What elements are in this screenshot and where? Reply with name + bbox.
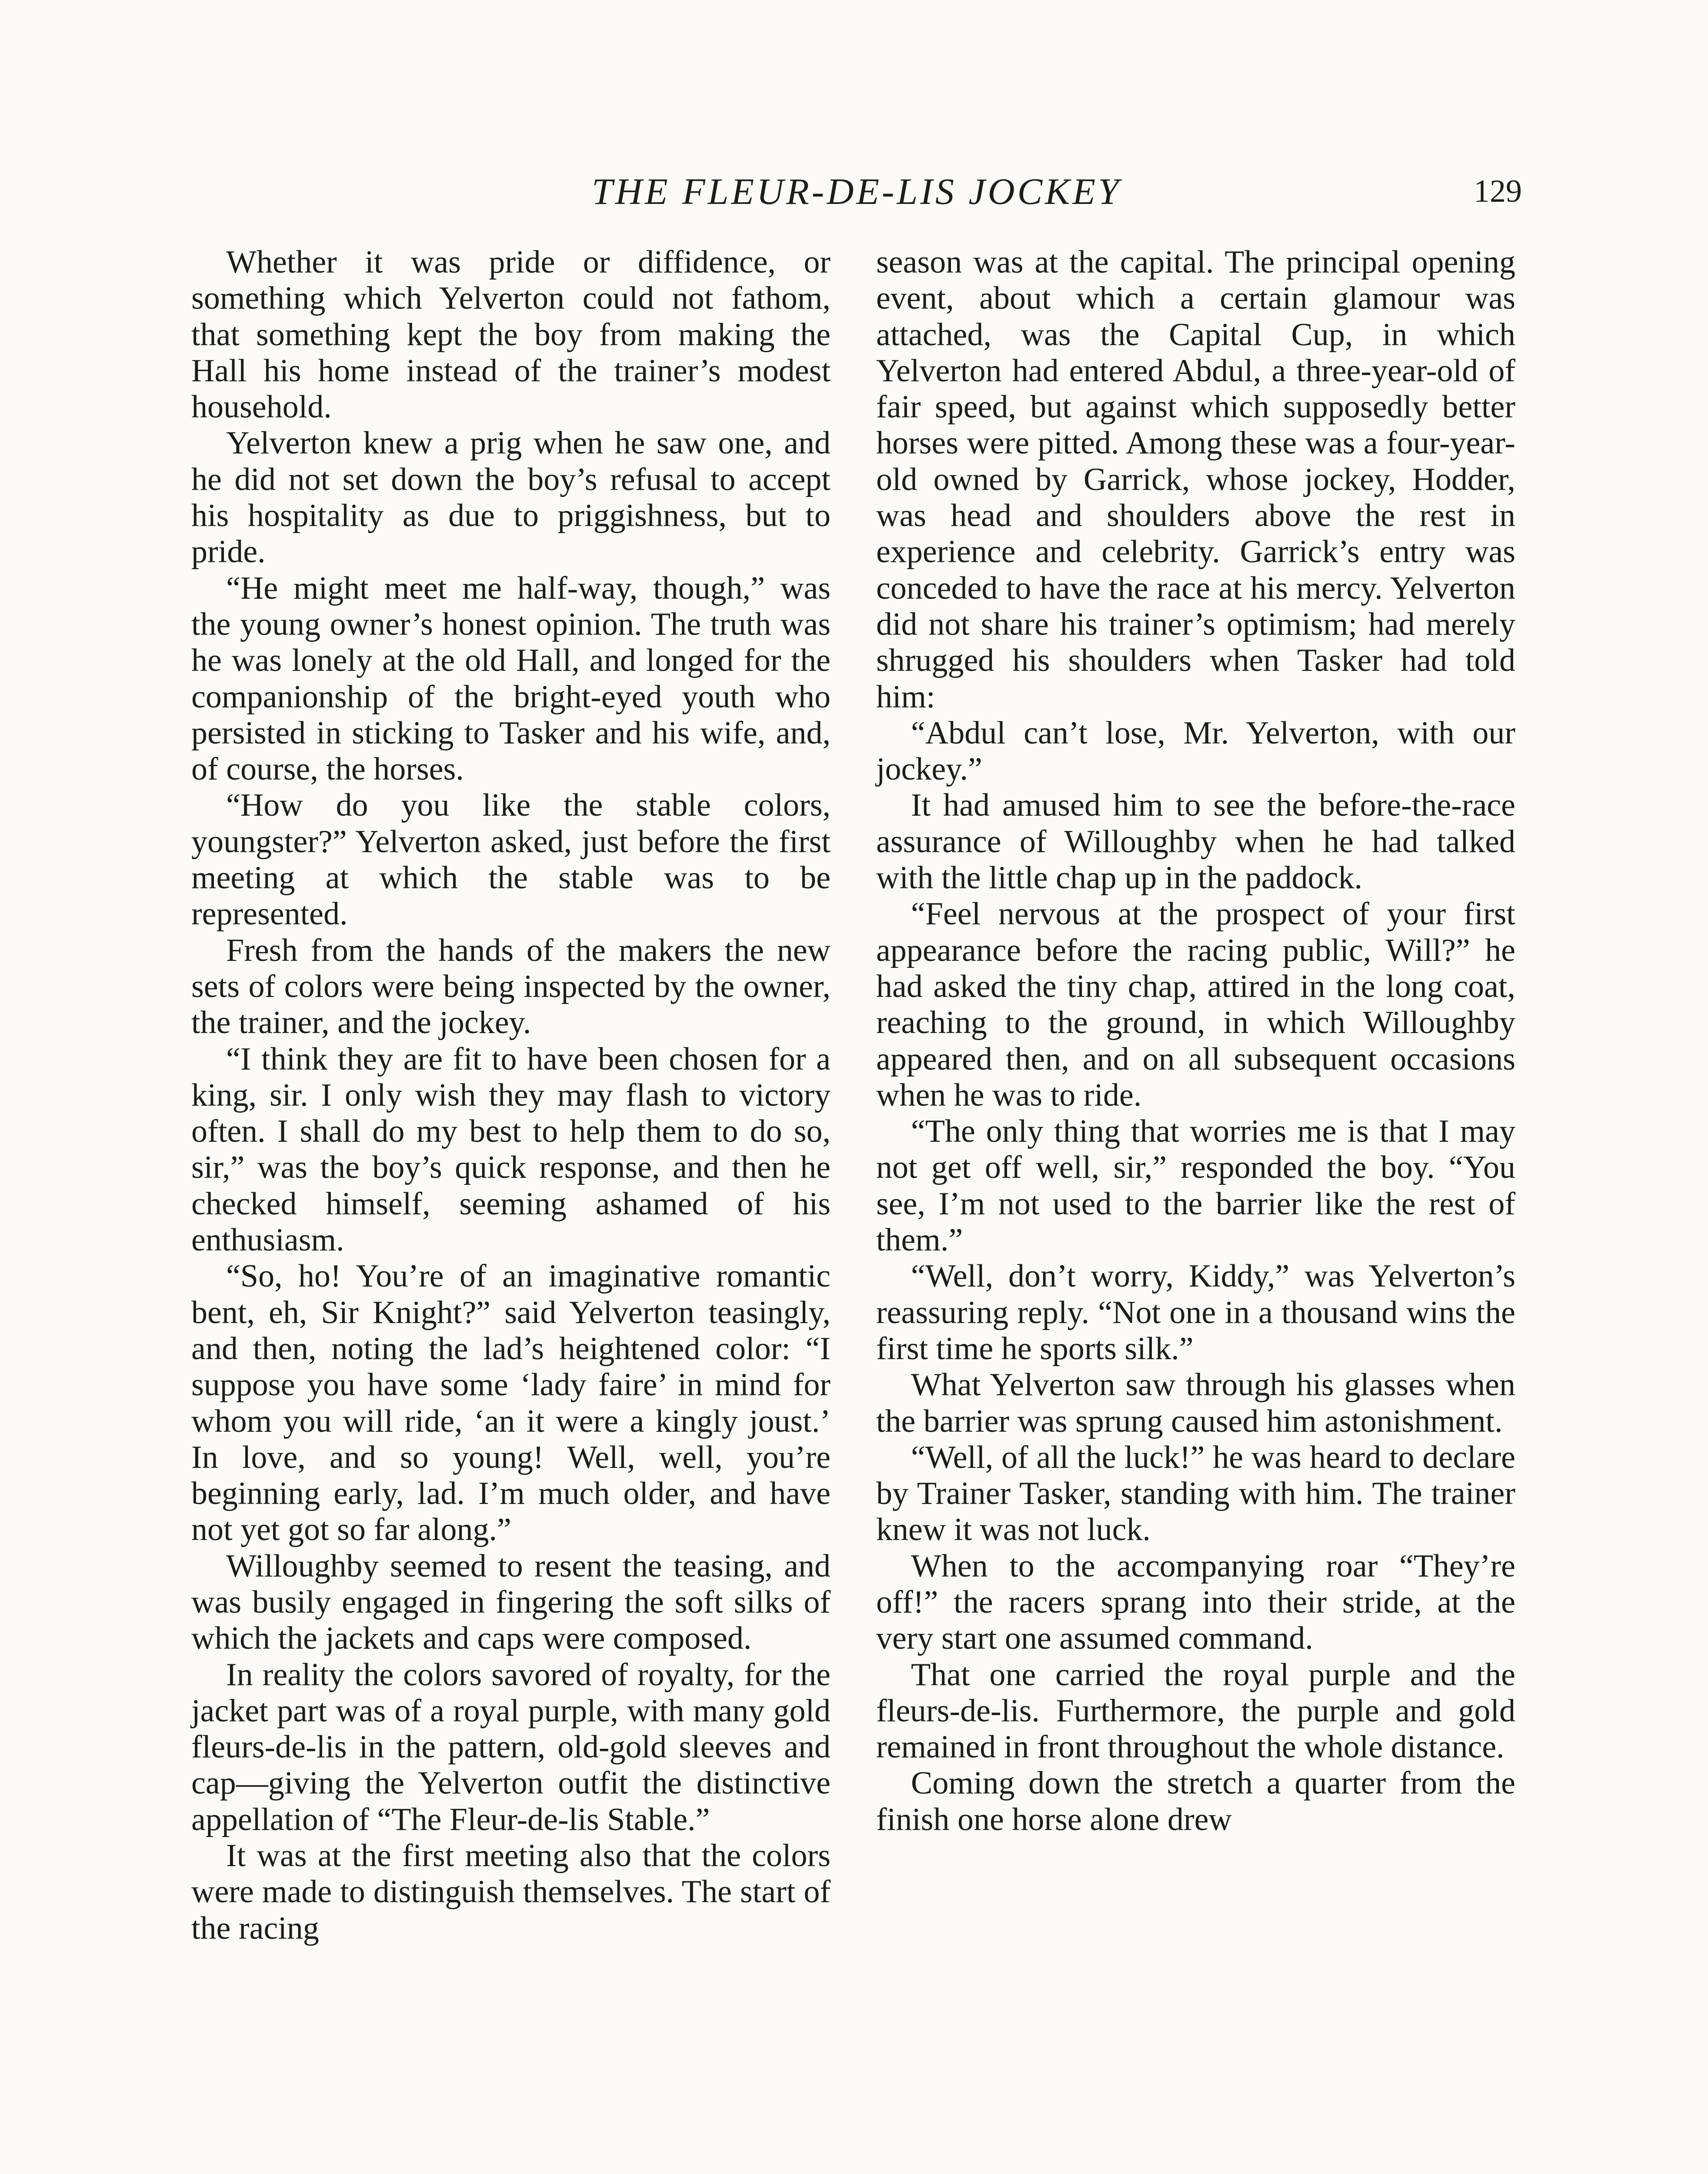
paragraph: When to the accompanying roar “They’re off!” the racers sprang into their stride, at the very start one assumed command. — [876, 1548, 1515, 1657]
paragraph: “Feel nervous at the prospect of your first appearance before the racing public, Will?” he had asked the tiny chap, attired in the long coat, reaching to the ground, in which Willoughby appeared then, and on all subsequent occasions when he was to ride. — [876, 896, 1515, 1113]
paragraph: What Yelverton saw through his glasses when the barrier was sprung caused him astonishment. — [876, 1367, 1515, 1439]
paragraph: “I think they are fit to have been chosen for a king, sir. I only wish they may flash to victory often. I shall do my best to help them to do so, sir,” was the boy’s quick response, and then he checked himself, seeming ashamed of his enthusiasm. — [191, 1041, 831, 1258]
paragraph: “He might meet me half-way, though,” was the young owner’s honest opinion. The truth was he was lonely at the old Hall, and longed for the companionship of the bright-eyed youth who persisted in sticking to Tasker and his wife, and, of course, the horses. — [191, 570, 831, 787]
paragraph: Coming down the stretch a quarter from the finish one horse alone drew — [876, 1765, 1515, 1837]
paragraph: That one carried the royal purple and the fleurs-de-lis. Furthermore, the purple and gold remained in front throughout the whole distance. — [876, 1657, 1515, 1765]
running-title: THE FLEUR-DE-LIS JOCKEY — [592, 170, 1121, 212]
paragraph: Fresh from the hands of the makers the new sets of colors were being inspected by the owner, the trainer, and the jockey. — [191, 932, 831, 1041]
paragraph: “How do you like the stable colors, youngster?” Yelverton asked, just before the first meeting at which the stable was to be represented. — [191, 787, 831, 932]
right-column — [876, 244, 1515, 1838]
paragraph: Yelverton knew a prig when he saw one, and he did not set down the boy’s refusal to accept his hospitality as due to priggishness, but to pride. — [191, 425, 831, 570]
paragraph: “Abdul can’t lose, Mr. Yelverton, with our jockey.” — [876, 715, 1515, 787]
paragraph: It had amused him to see the before-the-race assurance of Willoughby when he had talked with the little chap up in the paddock. — [876, 787, 1515, 896]
paragraph-continued: season was at the capital. The principal opening event, about which a certain glamour was attached, was the Capital Cup, in which Yelverton had entered Abdul, a three-year-old of fair speed, but against which supposedly better horses were pitted. Among these was a four-year-old owned by Garrick, whose jockey, Hodder, was head and shoulders above the rest in experience and celebrity. Garrick’s entry was conceded to have the race at his mercy. Yelverton did not share his trainer’s optimism; had merely shrugged his shoulders when Tasker had told him: — [876, 244, 1515, 715]
paragraph: “The only thing that worries me is that I may not get off well, sir,” responded the boy. “You see, I’m not used to the barrier like the rest of them.” — [876, 1114, 1515, 1258]
running-head — [191, 165, 1522, 217]
paragraph: Whether it was pride or diffidence, or something which Yelverton could not fathom, that something kept the boy from making the Hall his home instead of the trainer’s modest household. — [191, 244, 831, 425]
left-column — [191, 244, 831, 1947]
paragraph: “So, ho! You’re of an imaginative romantic bent, eh, Sir Knight?” said Yelverton teasingly, and then, noting the lad’s heightened color: “I suppose you have some ‘lady faire’ in mind for whom you will ride, ‘an it were a kingly joust.’ In love, and so young! Well, well, you’re beginning early, lad. I’m much older, and have not yet got so far along.” — [191, 1258, 831, 1548]
paragraph: In reality the colors savored of royalty, for the jacket part was of a royal purple, with many gold fleurs-de-lis in the pattern, old-gold sleeves and cap—giving the Yelverton outfit the distinctive appellation of “The Fleur-de-lis Stable.” — [191, 1657, 831, 1837]
paragraph: “Well, of all the luck!” he was heard to declare by Trainer Tasker, standing with him. The trainer knew it was not luck. — [876, 1439, 1515, 1548]
page-number: 129 — [1474, 173, 1522, 209]
paragraph: Willoughby seemed to resent the teasing, and was busily engaged in fingering the soft silks of which the jackets and caps were composed. — [191, 1548, 831, 1657]
paragraph: It was at the first meeting also that the colors were made to distinguish themselves. The start of the racing — [191, 1838, 831, 1946]
paragraph: “Well, don’t worry, Kiddy,” was Yelverton’s reassuring reply. “Not one in a thousand wins the first time he sports silk.” — [876, 1258, 1515, 1367]
